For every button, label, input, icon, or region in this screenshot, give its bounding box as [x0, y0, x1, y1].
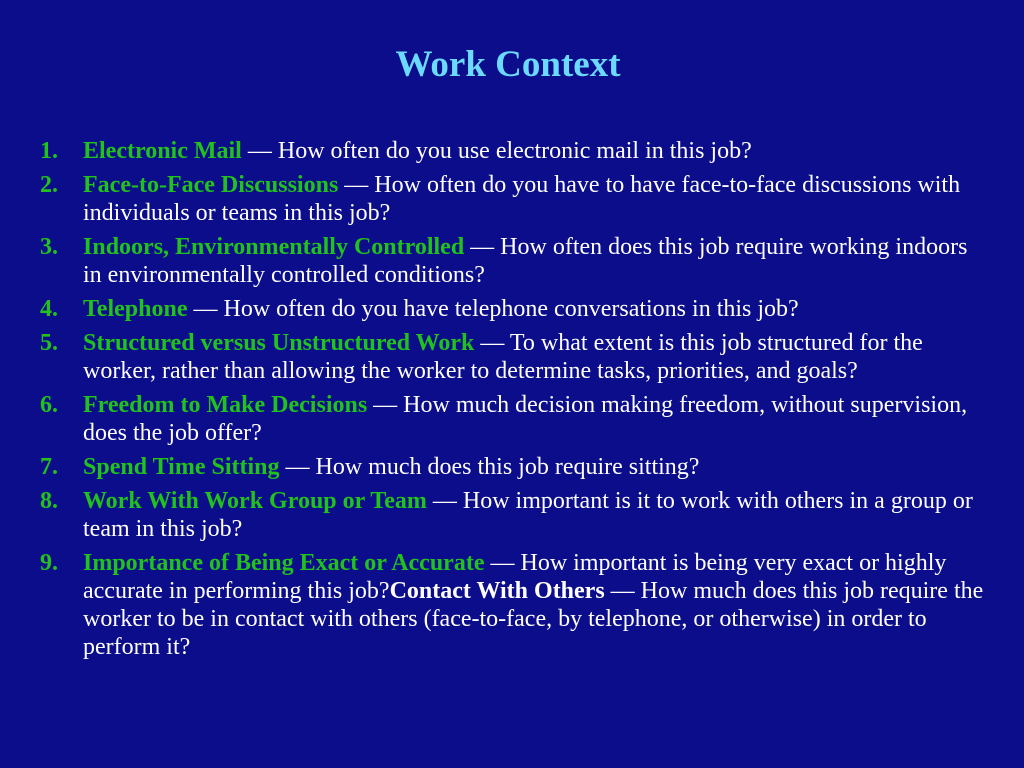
- slide-title: Work Context: [395, 44, 621, 85]
- list-number: 1.: [40, 138, 58, 164]
- work-context-list: [40, 137, 990, 667]
- list-number: 3.: [40, 234, 58, 260]
- item-description: — How often do you have to have face-to-face discussions with individuals or teams in this job?: [83, 172, 961, 226]
- item-description: — To what extent is this job structured for the worker, rather than allowing the worker to determine tasks, priorities, and goals?: [83, 330, 923, 384]
- item-description: — How often do you use electronic mail in this job?: [241, 138, 752, 164]
- list-number: 5.: [40, 330, 58, 356]
- item-term: Work With Work Group or Team: [83, 488, 427, 514]
- item-term: Indoors, Environmentally Controlled: [83, 234, 465, 260]
- list-number: 8.: [40, 488, 58, 514]
- item-term: Telephone: [83, 296, 188, 322]
- item-description: — How often do you have telephone conversations in this job?: [187, 296, 799, 322]
- list-number: 7.: [40, 454, 58, 480]
- list-number: 2.: [40, 172, 58, 198]
- item-term: Electronic Mail: [83, 138, 242, 164]
- item-term: Importance of Being Exact or Accurate: [83, 550, 485, 576]
- list-item: [40, 391, 990, 447]
- list-item: [40, 329, 990, 385]
- item-description: — How much decision making freedom, without supervision, does the job offer?: [83, 392, 968, 446]
- item-description: — How often does this job require working indoors in environmentally controlled conditions?: [83, 234, 968, 288]
- item-term: Freedom to Make Decisions: [83, 392, 368, 418]
- item-term: Face-to-Face Discussions: [83, 172, 339, 198]
- list-number: 6.: [40, 392, 58, 418]
- list-item: [40, 549, 990, 661]
- list-item: [40, 295, 990, 323]
- item-description: — How important is being very exact or highly accurate in performing this job?: [83, 550, 947, 604]
- list-number: 9.: [40, 550, 58, 576]
- list-item: [40, 171, 990, 227]
- list-item: [40, 137, 990, 165]
- inline-term: Contact With Others: [389, 578, 605, 604]
- list-item: [40, 487, 990, 543]
- item-term: Structured versus Unstructured Work: [83, 330, 475, 356]
- item-description: — How important is it to work with others in a group or team in this job?: [83, 488, 973, 542]
- list-number: 4.: [40, 296, 58, 322]
- list-item: [40, 233, 990, 289]
- item-description: — How much does this job require sitting?: [279, 454, 700, 480]
- inline-description: — How much does this job require the worker to be in contact with others (face-to-face, by telephone, or otherwise) in order to perform it?: [83, 578, 984, 660]
- list-item: [40, 453, 990, 481]
- item-term: Spend Time Sitting: [83, 454, 280, 480]
